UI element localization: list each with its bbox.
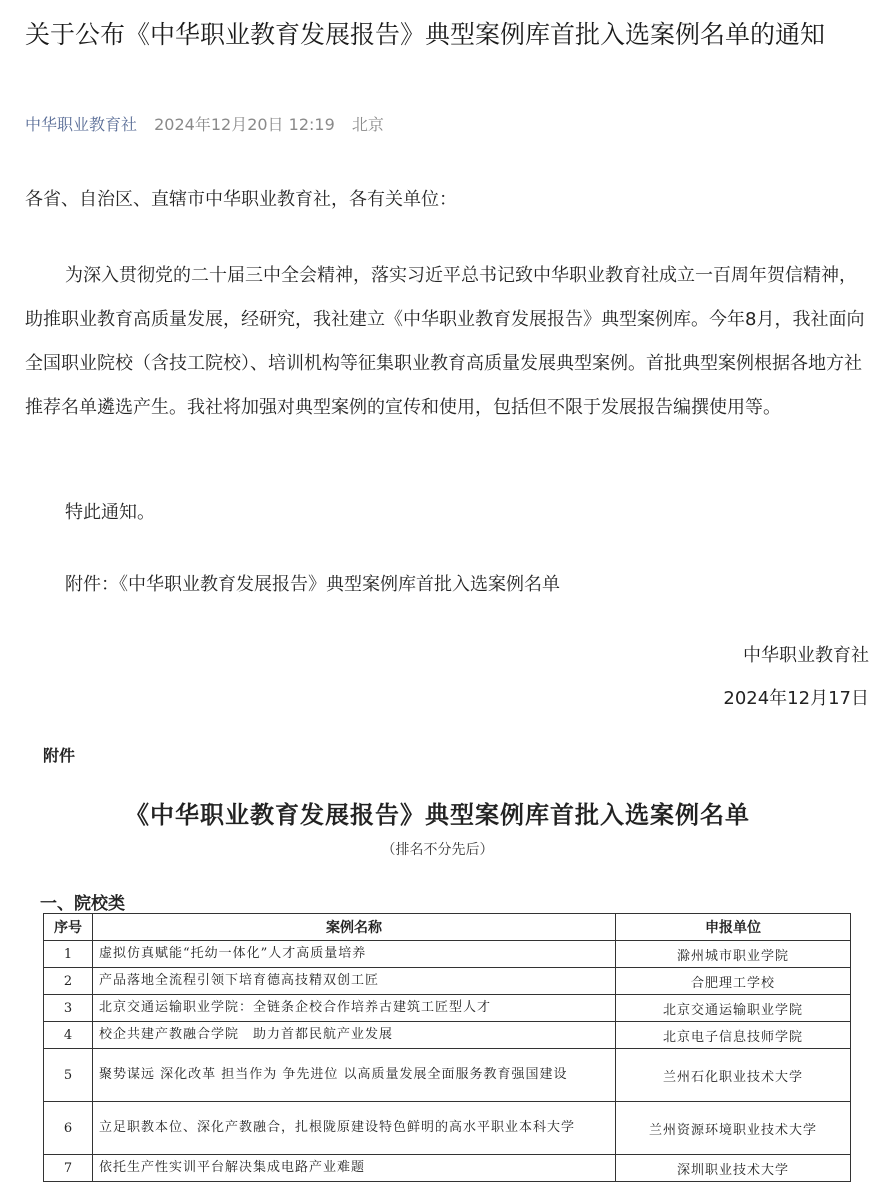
attachment-scan-image — [0, 735, 875, 1189]
signature-org: 中华职业教育社 — [743, 645, 869, 666]
publish-location: 北京 — [351, 115, 384, 134]
article-meta — [25, 112, 384, 135]
table-row — [44, 995, 851, 1022]
table-row — [44, 968, 851, 995]
row-name: 立足职教本位、深化产教融合，扎根陇原建设特色鲜明的高水平职业本科大学 — [93, 1102, 616, 1155]
attachment-label: 附件 — [43, 746, 76, 765]
row-num: 2 — [44, 968, 93, 995]
row-unit: 深圳职业技术大学 — [616, 1155, 851, 1182]
row-num: 3 — [44, 995, 93, 1022]
signature-date: 2024年12月17日 — [723, 688, 869, 709]
header-unit: 申报单位 — [616, 914, 851, 941]
row-num: 6 — [44, 1102, 93, 1155]
header-num: 序号 — [44, 914, 93, 941]
table-row — [44, 1049, 851, 1102]
salutation: 各省、自治区、直辖市中华职业教育社，各有关单位： — [25, 189, 457, 210]
header-name: 案例名称 — [93, 914, 616, 941]
row-name: 校企共建产教融合学院 助力首都民航产业发展 — [93, 1022, 616, 1049]
row-num: 1 — [44, 941, 93, 968]
row-unit: 北京电子信息技师学院 — [616, 1022, 851, 1049]
row-unit: 兰州资源环境职业技术大学 — [616, 1102, 851, 1155]
attachment-line: 附件：《中华职业教育发展报告》典型案例库首批入选案例名单 — [65, 574, 560, 595]
body-paragraph: 为深入贯彻党的二十届三中全会精神，落实习近平总书记致中华职业教育社成立一百周年贺信精神，助推职业教育高质量发展，经研究，我社建立《中华职业教育发展报告》典型案例库。今年8月，我社面向全国职业院校（含技工院校）、培训机构等征集职业教育高质量发展典型案例。首批典型案例根据各地方社推荐名单遴选产生。我社将加强对典型案例的宣传和使用，包括但不限于发展报告编撰使用等。 — [25, 265, 865, 418]
publish-time: 2024年12月20日 12:19 — [154, 115, 335, 134]
account-name-link[interactable]: 中华职业教育社 — [25, 115, 138, 134]
row-name: 依托生产性实训平台解决集成电路产业难题 — [93, 1155, 616, 1182]
table-row — [44, 1102, 851, 1155]
table-row — [44, 1155, 851, 1182]
row-unit: 合肥理工学校 — [616, 968, 851, 995]
row-name: 北京交通运输职业学院：全链条企校合作培养古建筑工匠型人才 — [93, 995, 616, 1022]
section-heading: 一、院校类 — [40, 894, 125, 914]
row-name: 产品落地全流程引领下培育德高技精双创工匠 — [93, 968, 616, 995]
row-unit: 兰州石化职业技术大学 — [616, 1049, 851, 1102]
notice-line: 特此通知。 — [65, 502, 155, 523]
case-table — [43, 913, 851, 1182]
attachment-title: 《中华职业教育发展报告》典型案例库首批入选案例名单 — [125, 800, 750, 829]
table-header-row — [44, 914, 851, 941]
row-unit: 滁州城市职业学院 — [616, 941, 851, 968]
row-num: 7 — [44, 1155, 93, 1182]
row-num: 4 — [44, 1022, 93, 1049]
table-row — [44, 941, 851, 968]
article-title: 关于公布《中华职业教育发展报告》典型案例库首批入选案例名单的通知 — [25, 20, 826, 49]
row-num: 5 — [44, 1049, 93, 1102]
row-unit: 北京交通运输职业学院 — [616, 995, 851, 1022]
row-name: 虚拟仿真赋能“托幼一体化”人才高质量培养 — [93, 941, 616, 968]
attachment-subtitle: （排名不分先后） — [381, 842, 494, 858]
row-name: 聚势谋远 深化改革 担当作为 争先进位 以高质量发展全面服务教育强国建设 — [93, 1049, 616, 1102]
table-row — [44, 1022, 851, 1049]
